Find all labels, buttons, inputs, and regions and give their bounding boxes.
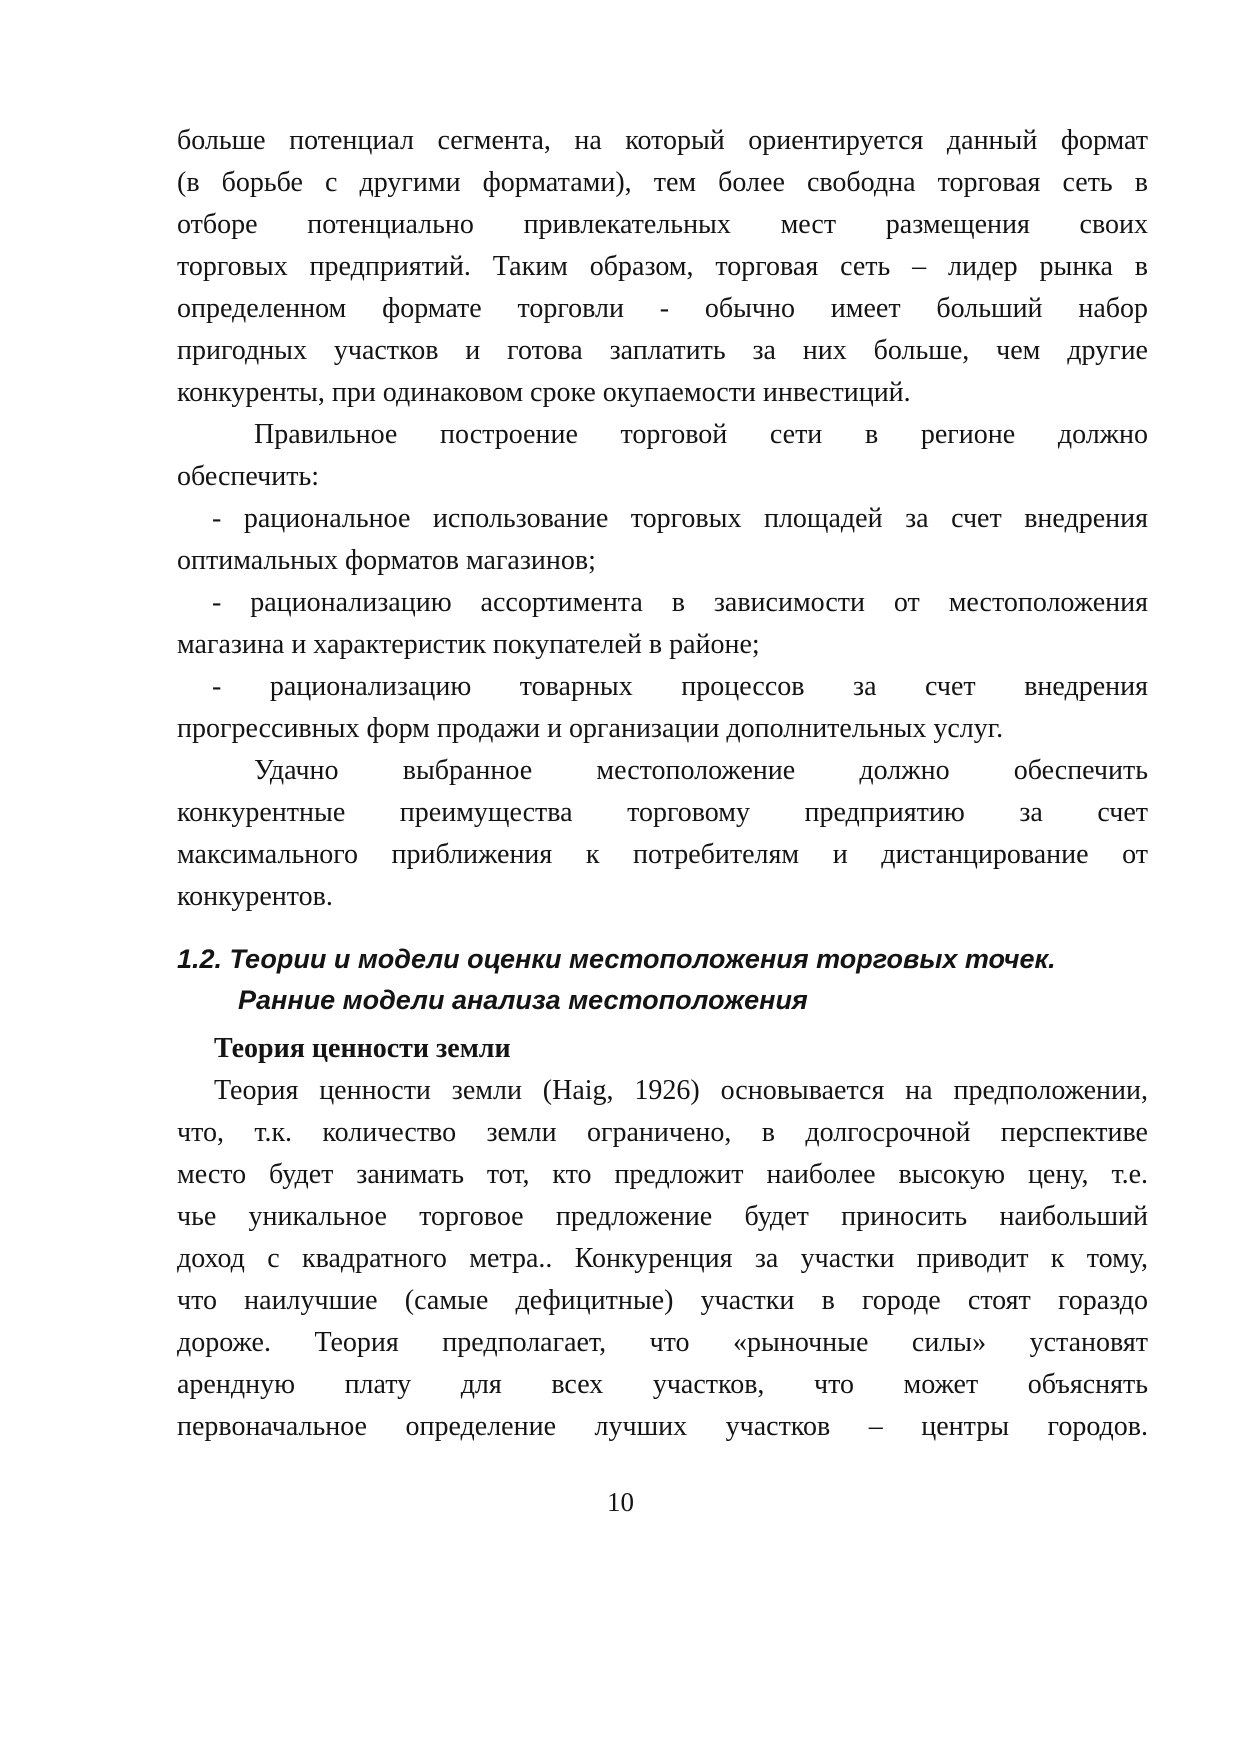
list-item-line: - рационализацию товарных процессов за счет внедрения [212,671,1148,702]
text-line: максимального приближения к потребителям и дистанцирование от [177,839,1148,870]
text-line: конкурентов. [177,881,333,912]
section-heading: Ранние модели анализа местоположения [238,985,808,1015]
text-line: что, т.к. количество земли ограничено, в долгосрочной перспективе [177,1117,1148,1148]
text-line: больше потенциал сегмента, на который ориентируется данный формат [177,125,1148,156]
text-line: первоначальное определение лучших участков – центры городов. [177,1411,1148,1442]
text-line: конкуренты, при одинаковом сроке окупаемости инвестиций. [177,377,911,408]
list-item-line: прогрессивных форм продажи и организации дополнительных услуг. [177,713,1004,744]
text-line: торговых предприятий. Таким образом, торговая сеть – лидер рынка в [177,251,1148,282]
subheading: Теория ценности земли [214,1033,511,1064]
text-line: отборе потенциально привлекательных мест размещения своих [177,209,1148,240]
list-item-line: магазина и характеристик покупателей в районе; [177,629,760,660]
list-item-line: - рационализацию ассортимента в зависимости от местоположения [212,587,1148,618]
text-line: дороже. Теория предполагает, что «рыночные силы» установят [177,1327,1148,1358]
list-item-line: - рациональное использование торговых площадей за счет внедрения [212,503,1148,534]
page-number: 10 [607,1487,634,1517]
text-line: Удачно выбранное местоположение должно обеспечить [254,755,1148,786]
text-line: что наилучшие (самые дефицитные) участки в городе стоят гораздо [177,1285,1148,1316]
text-line: доход с квадратного метра.. Конкуренция за участки приводит к тому, [177,1243,1148,1274]
list-item-line: оптимальных форматов магазинов; [177,545,596,576]
section-heading: 1.2. Теории и модели оценки местоположения торговых точек. [177,944,1056,974]
text-line: чье уникальное торговое предложение будет приносить наибольший [177,1201,1148,1232]
text-line: место будет занимать тот, кто предложит наиболее высокую цену, т.е. [177,1159,1148,1190]
text-line: конкурентные преимущества торговому предприятию за счет [177,797,1148,828]
text-line: обеспечить: [177,461,319,492]
text-line: арендную плату для всех участков, что может объяснять [177,1369,1148,1400]
text-line: (в борьбе с другими форматами), тем более свободна торговая сеть в [177,167,1148,198]
text-line: определенном формате торговли - обычно имеет больший набор [177,293,1148,324]
text-line: пригодных участков и готова заплатить за них больше, чем другие [177,335,1148,366]
text-line: Теория ценности земли (Haig, 1926) основывается на предположении, [214,1075,1148,1106]
text-line: Правильное построение торговой сети в регионе должно [254,419,1148,450]
